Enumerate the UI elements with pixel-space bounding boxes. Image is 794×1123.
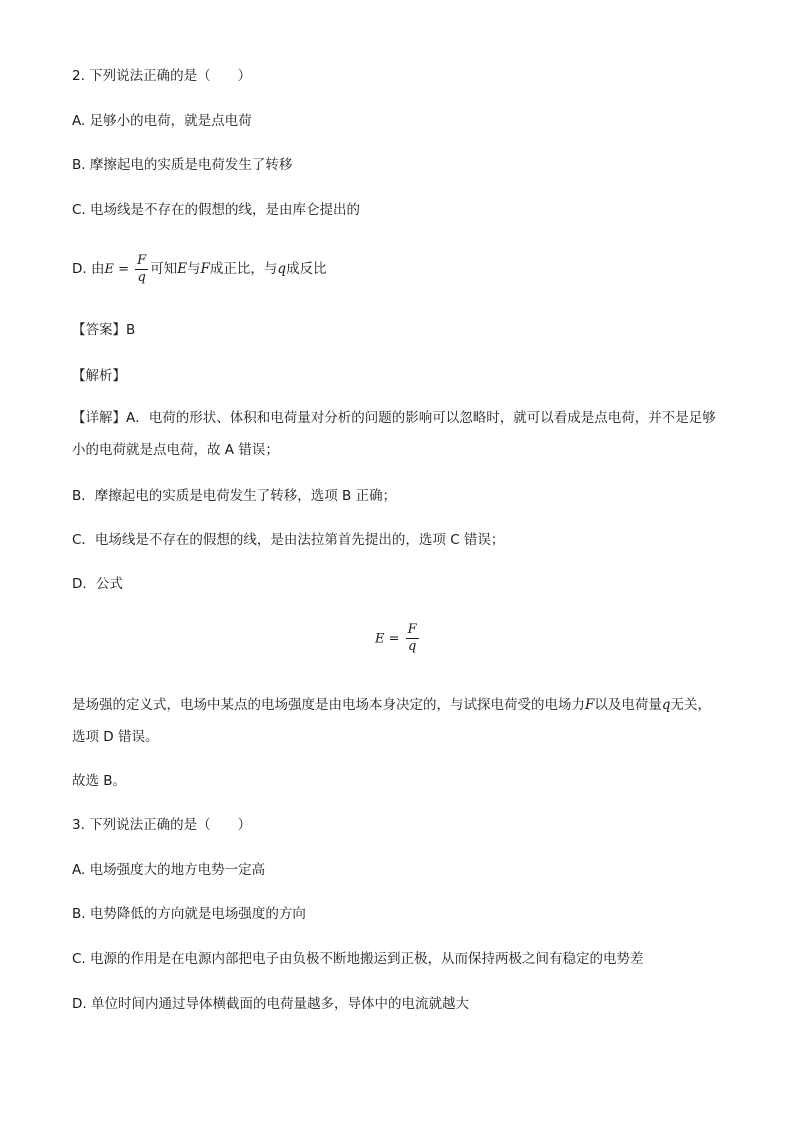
question-3-option-b: B. 电势降低的方向就是电场强度的方向 bbox=[72, 906, 306, 922]
option-d-formula-e: E bbox=[104, 262, 114, 277]
question-3-option-c: C. 电源的作用是在电源内部把电子由负极不断地搬运到正极，从而保持两极之间有稳定的电势差 bbox=[72, 951, 644, 967]
d-explain-var-q: q bbox=[661, 697, 671, 713]
question-3-stem: 3. 下列说法正确的是（ ） bbox=[72, 817, 252, 833]
detail-option-b-explanation: B．摩擦起电的实质是电荷发生了转移，选项 B 正确； bbox=[72, 488, 397, 504]
option-d-formula-equals: = bbox=[113, 262, 134, 277]
answer-label: 【答案】B bbox=[72, 322, 136, 338]
display-formula-equals: = bbox=[384, 631, 404, 647]
d-explain-text-3: 无关，选项 D 错误。 bbox=[72, 697, 712, 745]
option-d-fraction bbox=[135, 253, 148, 286]
question-2-stem: 2. 下列说法正确的是（ ） bbox=[72, 68, 252, 84]
option-d-text-2: 与 bbox=[187, 261, 201, 277]
display-formula-denominator: q bbox=[408, 639, 417, 654]
option-d-var-e: E bbox=[177, 261, 188, 277]
question-2-option-d bbox=[72, 251, 327, 288]
question-2-option-c: C. 电场线是不存在的假想的线，是由库仑提出的 bbox=[72, 202, 361, 218]
d-explain-text-1: 是场强的定义式，电场中某点的电场强度是由电场本身决定的，与试探电荷受的电场力 bbox=[72, 697, 585, 713]
question-3-option-d: D. 单位时间内通过导体横截面的电荷量越多，导体中的电流就越大 bbox=[72, 996, 469, 1012]
option-d-text-4: 成反比 bbox=[286, 261, 327, 277]
question-2-option-a: A. 足够小的电荷，就是点电荷 bbox=[72, 113, 252, 129]
display-formula-e: E bbox=[375, 631, 385, 647]
d-explain-var-f: F bbox=[585, 697, 595, 713]
d-explain-text-2: 以及电荷量 bbox=[594, 697, 662, 713]
conclusion: 故选 B。 bbox=[72, 773, 127, 789]
option-d-var-f: F bbox=[200, 261, 210, 277]
detail-option-c-explanation: C．电场线是不存在的假想的线，是由法拉第首先提出的，选项 C 错误； bbox=[72, 532, 505, 548]
display-formula-fraction bbox=[406, 622, 419, 655]
option-d-prefix: D. 由 bbox=[72, 261, 105, 277]
detail-option-d-explanation bbox=[72, 689, 724, 753]
analysis-header: 【解析】 bbox=[72, 368, 126, 384]
display-formula bbox=[375, 622, 421, 655]
question-2-option-b: B. 摩擦起电的实质是电荷发生了转移 bbox=[72, 157, 293, 173]
detail-option-d-label: D．公式 bbox=[72, 576, 123, 592]
display-formula-numerator: F bbox=[407, 622, 417, 637]
option-d-var-q: q bbox=[277, 261, 287, 277]
question-3-option-a: A. 电场强度大的地方电势一定高 bbox=[72, 862, 266, 878]
option-d-text-3: 成正比，与 bbox=[209, 261, 278, 277]
option-d-fraction-numerator: F bbox=[137, 252, 147, 268]
option-d-text-1: 可知 bbox=[150, 261, 178, 277]
option-d-fraction-denominator: q bbox=[137, 269, 146, 285]
detail-option-a-explanation: 【详解】A．电荷的形状、体积和电荷量对分析的问题的影响可以忽略时，就可以看成是点电荷，并不是足够小的电荷就是点电荷，故 A 错误； bbox=[72, 410, 716, 458]
